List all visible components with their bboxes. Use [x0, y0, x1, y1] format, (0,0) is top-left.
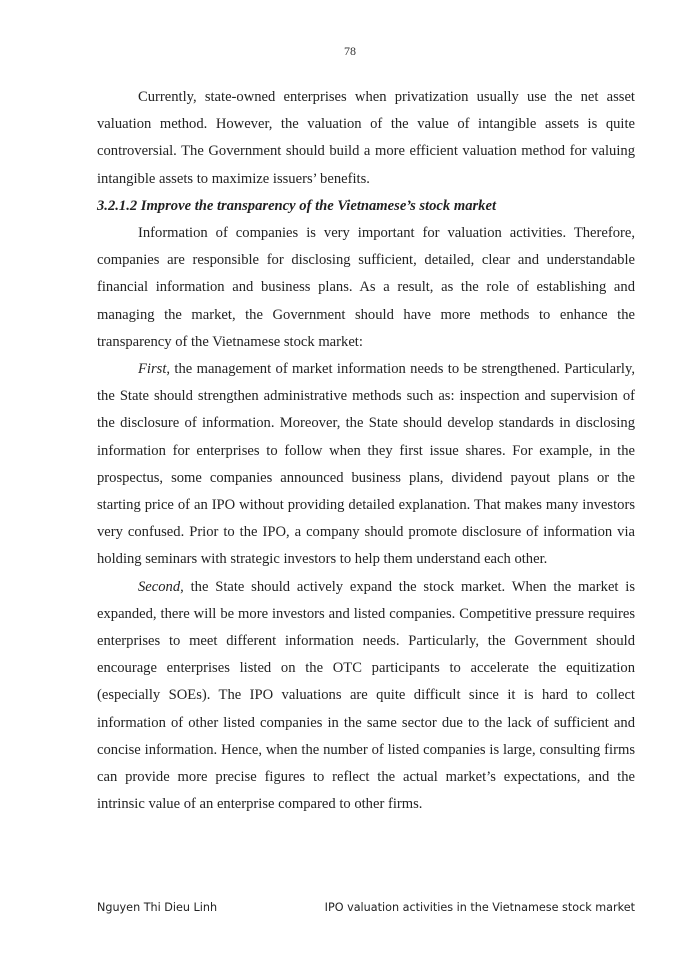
second-lead-word: Second: [138, 578, 181, 595]
paragraph-second-measure: [97, 574, 635, 819]
footer-document-title: IPO valuation activities in the Vietnamese stock market: [324, 901, 635, 914]
first-lead-word: First: [138, 361, 167, 378]
page-number: 78: [344, 44, 356, 58]
paragraph-privatization-valuation: Currently, state-owned enterprises when privatization usually use the net asset valuation method. However, the valuation of the value of intangible assets is quite controversial. The Government should build a more efficient valuation method for valuing intangible assets to maximize issuers’ benefits.: [97, 89, 635, 187]
section-heading: 3.2.1.2 Improve the transparency of the Vietnamese’s stock market: [97, 197, 497, 214]
footer-author: Nguyen Thi Dieu Linh: [97, 901, 218, 914]
paragraph-information-transparency: Information of companies is very important for valuation activities. Therefore, companies are responsible for disclosing sufficient, detailed, clear and understandable financial information and business plans. As a result, as the role of establishing and managing the market, the Government should have more methods to enhance the transparency of the Vietnamese stock market:: [97, 225, 635, 350]
paragraph-first-measure: [97, 356, 635, 574]
first-measure-text: , the management of market information needs to be strengthened. Particularly, the State should strengthen administrative methods such as: inspection and supervision of the disclosure of information. Moreover, the State should develop standards in disclosing information for enterprises to follow when they first issue shares. For example, in the prospectus, some companies announced business plans, dividend payout plans or the starting price of an IPO without providing detailed explanation. That makes many investors very confused. Prior to the IPO, a company should promote disclosure of information via holding seminars with strategic investors to help them understand each other.: [97, 361, 635, 568]
page-body: [97, 84, 635, 818]
second-measure-text: , the State should actively expand the stock market. When the market is expanded, there will be more investors and listed companies. Competitive pressure requires enterprises to meet different information needs. Particularly, the Government should encourage enterprises listed on the OTC participants to accelerate the equitization (especially SOEs). The IPO valuations are quite difficult since it is hard to collect information of other listed companies in the same sector due to the lack of sufficient and concise information. Hence, when the number of listed companies is large, consulting firms can provide more precise figures to reflect the actual market’s expectations, and the intrinsic value of an enterprise compared to other firms.: [97, 578, 635, 813]
